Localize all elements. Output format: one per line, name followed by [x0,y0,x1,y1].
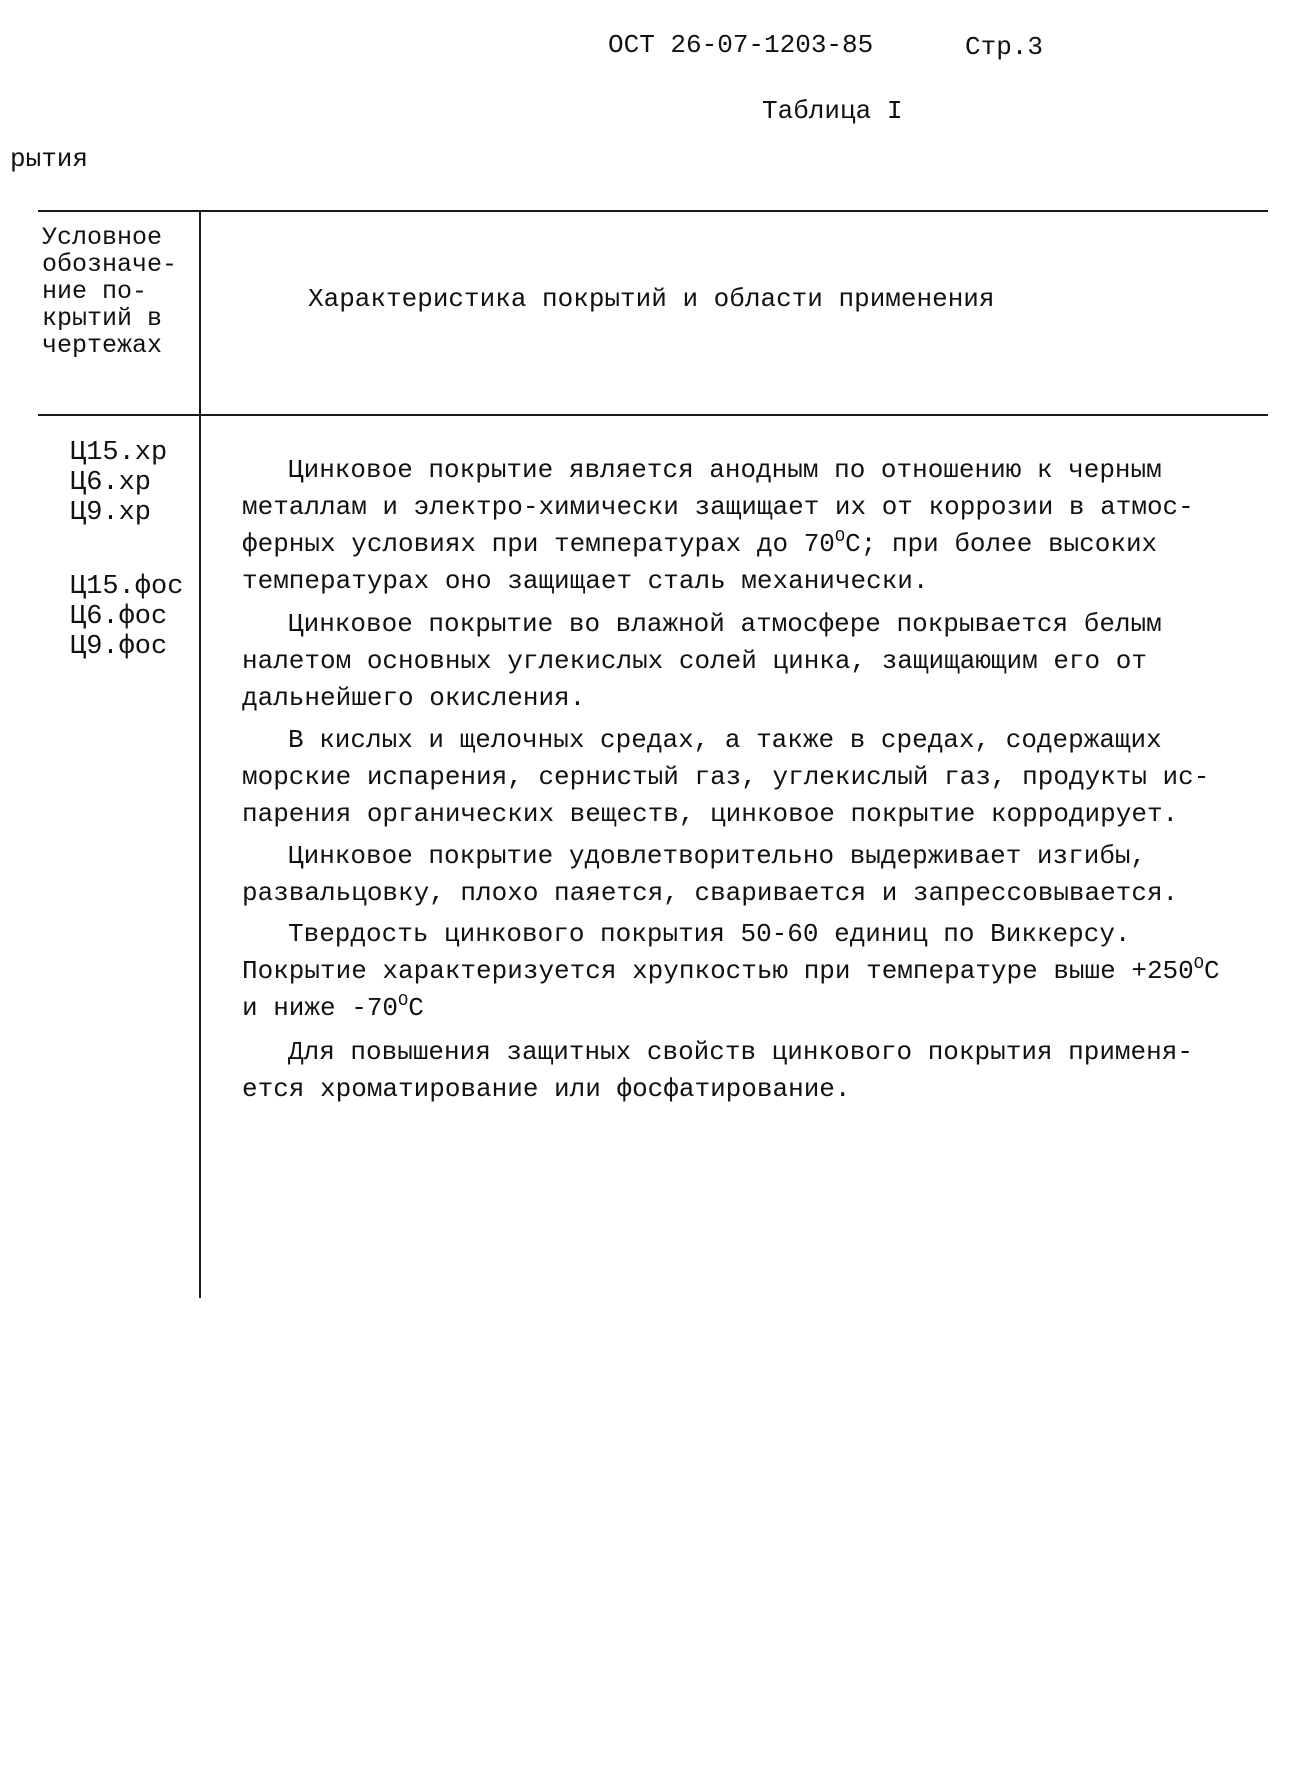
paragraph-humid-atmosphere: Цинковое покрытие во влажной атмосфере покрывается белым налетом основных углекислых солей цинка, защищающим его от дальнейшего окисления. [242,609,1162,713]
paragraph-chromating: Для повышения защитных свойств цинкового покрытия применя- ется хроматирование или фосфатирование. [242,1037,1193,1104]
table-top-rule [38,210,1268,212]
table-header-rule [38,414,1268,416]
cut-off-heading: рытия [10,144,89,174]
codes-phosphate-group [70,572,183,662]
page-number: Стр.3 [965,32,1044,62]
column-divider [199,210,201,1298]
code-item: Ц9.фос [70,632,168,662]
code-item: Ц9.хр [70,498,152,528]
paragraph-anodic-protection: Цинковое покрытие является анодным по отношению к черным металлам и электро-химически защищает их от коррозии в атмос- ферных условиях при температурах до $70^OС$; при более высоких температурах оно защищает сталь механически. [242,455,1194,596]
codes-chromate-group [70,438,167,528]
code-item: Ц15.фос [70,572,184,602]
table-label: Таблица I [762,96,903,126]
paragraph-mechanical-properties: Цинковое покрытие удовлетворительно выдерживает изгибы, развальцовку, плохо паяется, сваривается и запрессовывается. [242,841,1179,908]
paragraph-corrosion: В кислых и щелочных средах, а также в средах, содержащих морские испарения, сернистый газ, углекислый газ, продукты ис- парения органических веществ, цинковое покрытие корродирует. [242,725,1210,829]
code-item: Ц15.хр [70,438,168,468]
column-header-designation: Условное обозначе- ние по- крытий в чертежах [42,223,178,360]
code-item: Ц6.фос [70,602,168,632]
code-item: Ц6.хр [70,468,152,498]
standard-number: ОСТ 26-07-1203-85 [608,30,874,60]
paragraph-hardness: Твердость цинкового покрытия 50-60 единиц по Виккерсу. Покрытие характеризуется хрупкостью при температуре выше $+250^OС$ и ниже $-70^OС$ [242,919,1220,1023]
column-header-characteristics: Характеристика покрытий и области применения [308,284,995,314]
